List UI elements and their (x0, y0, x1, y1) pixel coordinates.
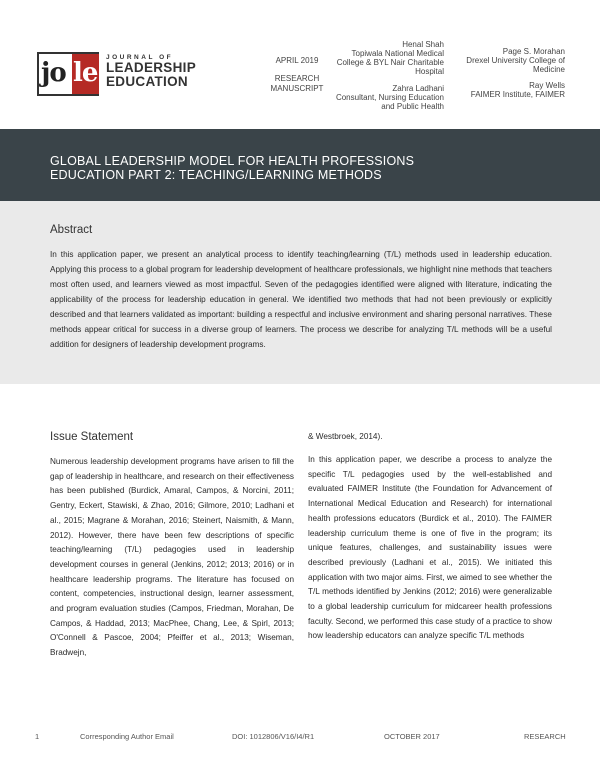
author-name: Page S. Morahan (502, 47, 565, 56)
author-affiliation: FAIMER Institute, FAIMER (470, 90, 565, 99)
doi: DOI: 1012806/V16/I4/R1 (232, 732, 315, 741)
abstract-text: In this application paper, we present an analytical process to identify teaching/learning (T/L) methods used in leadership education. Applying this process to a global program for leadership development of healthcare professionals, we highlight nine methods that teachers most often used, and learners viewed as most impactful. Seven of the pedagogies identified were aligned with literature, indicating the applicability of the process for leadership education in general. We identified two methods that had not been previously or explicitly described and that learners validated as important: building a respectful and inclusive environment and sharing personal narratives. These methods appear critical for success in a diverse group of learners. The process we describe for analyzing T/L methods will be a useful addition for designers of leadership development programs. (50, 250, 552, 349)
journal-logo (37, 52, 197, 96)
author-affiliation: Consultant, Nursing Education and Public Health (335, 93, 444, 111)
logo-journal-of: JOURNAL OF (106, 54, 174, 61)
logo-wordmark (106, 54, 196, 89)
logo-education: EDUCATION (106, 74, 188, 89)
footer-article-type: RESEARCH (524, 732, 566, 741)
footer-date: OCTOBER 2017 (384, 732, 440, 741)
author-name: Ray Wells (529, 81, 565, 90)
author-block (452, 47, 565, 74)
article-type: RESEARCH MANUSCRIPT (270, 74, 324, 93)
author-affiliation: Drexel University College of Medicine (466, 56, 565, 74)
author-block (330, 40, 444, 76)
logo-mark-le: le (73, 58, 98, 88)
page-number: 1 (35, 732, 40, 741)
abstract-heading: Abstract (50, 224, 93, 236)
body-column-right-continuation: & Westbroek, 2014). (308, 432, 383, 441)
author-block (452, 81, 565, 99)
body-column-right: In this application paper, we describe a process to analyze the specific T/L pedagogies used by the well-established and evaluated FAIMER Institute (the Foundation for Advancement of International Medical Education and Research) for international health professions educators (Burdick et al., 2010). The FAIMER leadership curriculum theme is one of five in the program; its unique features, challenges, and sustainability issues were described previously (Ladhani et al., 2015). We initiated this application with two major aims. First, we aimed to see whether the T/L methods identified by Jenkins (2012; 2016) were generalizable to a global leadership curriculum for midcareer health professions faculty. Second, we performed this case study of a practice to show how leadership educators can analyze specific T/L methods (308, 455, 552, 641)
body-column-left: Numerous leadership development programs have arisen to fill the gap of leadership in healthcare, and research on their effectiveness has been published (Burdick, Amaral, Campos, & Norcini, 2011; Gentry, Eckert, Stawiski, & Zhao, 2016; Gilmore, 2010; Ladhani et al., 2015; Magrane & Morahan, 2016; Steinert, Naismith, & Mann, 2012). However, there have been few descriptions of specific teaching/learning (T/L) pedagogies used in leadership development courses in general (Jenkins, 2012; 2013; 2016) or in healthcare leadership programs. The literature has focused on content, competencies, instructional design, learner assessment, and program evaluation studies (Campos, Friedman, Morahan, De Campos, & Haddad, 2013; MacPhee, Chang, Lee, & Spirl, 2013; O'Connell & Pascoe, 2004; Pfeiffer et al., 2013; Wiseman, Bradwejn, (50, 457, 294, 658)
logo-leadership: LEADERSHIP (106, 60, 197, 75)
logo-mark (37, 52, 99, 96)
author-block (330, 84, 444, 111)
author-name: Henal Shah (402, 40, 444, 49)
article-title: GLOBAL LEADERSHIP MODEL FOR HEALTH PROFESSIONS EDUCATION PART 2: TEACHING/LEARNING METHODS (50, 154, 415, 182)
logo-mark-jo: jo (41, 58, 66, 88)
author-name: Zahra Ladhani (392, 84, 444, 93)
author-affiliation: Topiwala National Medical College & BYL Nair Charitable Hospital (336, 49, 444, 76)
logo-mark-le-block (72, 54, 99, 94)
publication-date: APRIL 2019 (275, 56, 319, 65)
issue-statement-heading: Issue Statement (50, 431, 134, 443)
article-meta (270, 56, 324, 94)
corresponding-author-email-link[interactable]: Corresponding Author Email (80, 732, 174, 741)
